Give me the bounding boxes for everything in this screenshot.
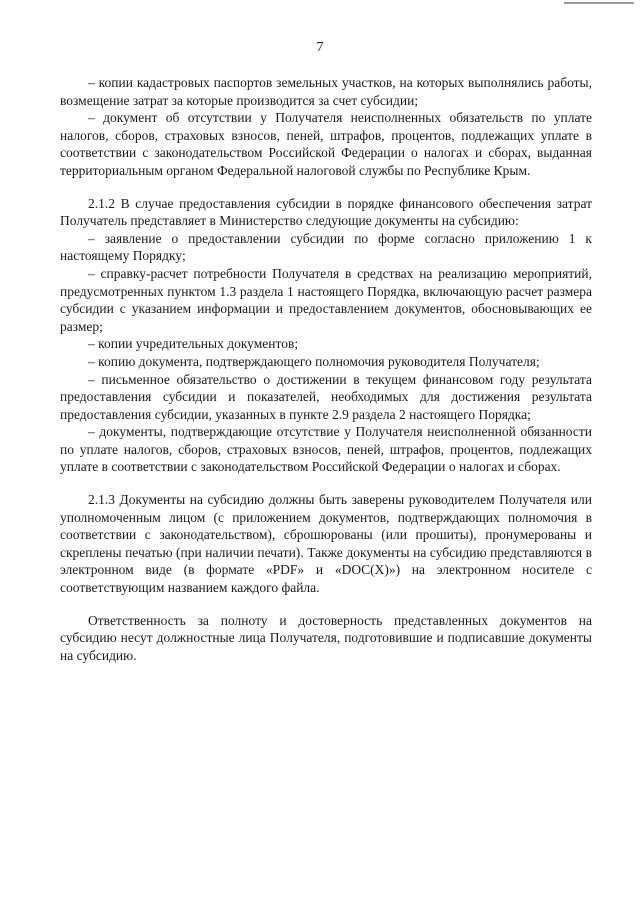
list-item-founding-documents: – копии учредительных документов; <box>88 336 299 352</box>
list-item-authority-document: – копию документа, подтверждающего полномочия руководителя Получателя; <box>88 353 540 369</box>
paragraph-tax-obligations-document: – документ об отсутствии у Получателя неисполненных обязательств по уплате налогов, сборов, страховых взносов, пеней, штрафов, процентов, подлежащих уплате в соответствии с законодательством Российской Федерации о налогах и сборах, выданная территориальным органом Федеральной налоговой службы по Республике Крым. <box>60 110 592 178</box>
page-corner-mark <box>564 2 634 4</box>
list-item-written-obligation: – письменное обязательство о достижении в текущем финансовом году результата предоставления субсидии и показателей, необходимых для достижения результата предоставления субсидии, указанных в пункте 2.9 раздела 2 настоящего Порядка; <box>60 371 592 422</box>
paragraph-gap <box>60 476 592 491</box>
paragraph-cadastral-passports: – копии кадастровых паспортов земельных участков, на которых выполнялись работы, возмещение затрат за которые производится за счет субсидии; <box>60 75 592 108</box>
paragraph-responsibility: Ответственность за полноту и достоверность представленных документов на субсидию несут должностные лица Получателя, подготовившие и подписавшие документы на субсидию. <box>60 612 592 663</box>
paragraph-gap <box>60 597 592 612</box>
list-item-application: – заявление о предоставлении субсидии по форме согласно приложению 1 к настоящему Порядку; <box>60 230 592 264</box>
paragraph-gap <box>60 180 592 195</box>
paragraph-2-1-3: 2.1.3 Документы на субсидию должны быть заверены руководителем Получателя или уполномоченным лицом (с приложением документов, подтверждающих полномочия в соответствии с законодательством), сброшюрованы (или прошиты), пронумерованы и скреплены печатью (при наличии печати). Также документы на субсидию представляются в электронном виде (в формате «PDF» и «DOC(X)») на электронном носителе с соответствующим названием каждого файла. <box>60 492 592 596</box>
paragraph-2-1-2-intro: 2.1.2 В случае предоставления субсидии в порядке финансового обеспечения затрат Получатель представляет в Министерство следующие документы на субсидию: <box>60 195 592 229</box>
page-number: 7 <box>316 40 324 55</box>
list-item-no-debt-documents: – документы, подтверждающие отсутствие у Получателя неисполненной обязанности по уплате налогов, сборов, страховых взносов, пеней, штрафов, процентов, подлежащих уплате в соответствии с законодательством Российской Федерации о налогах и сборах. <box>60 424 592 475</box>
list-item-calculation-certificate: – справку-расчет потребности Получателя в средствах на реализацию мероприятий, предусмотренных пунктом 1.3 раздела 1 настоящего Порядка, включающую расчет размера субсидии с указанием информации и предоставлением документов, обосновывающих ее размер; <box>60 265 592 334</box>
document-body <box>60 74 592 664</box>
